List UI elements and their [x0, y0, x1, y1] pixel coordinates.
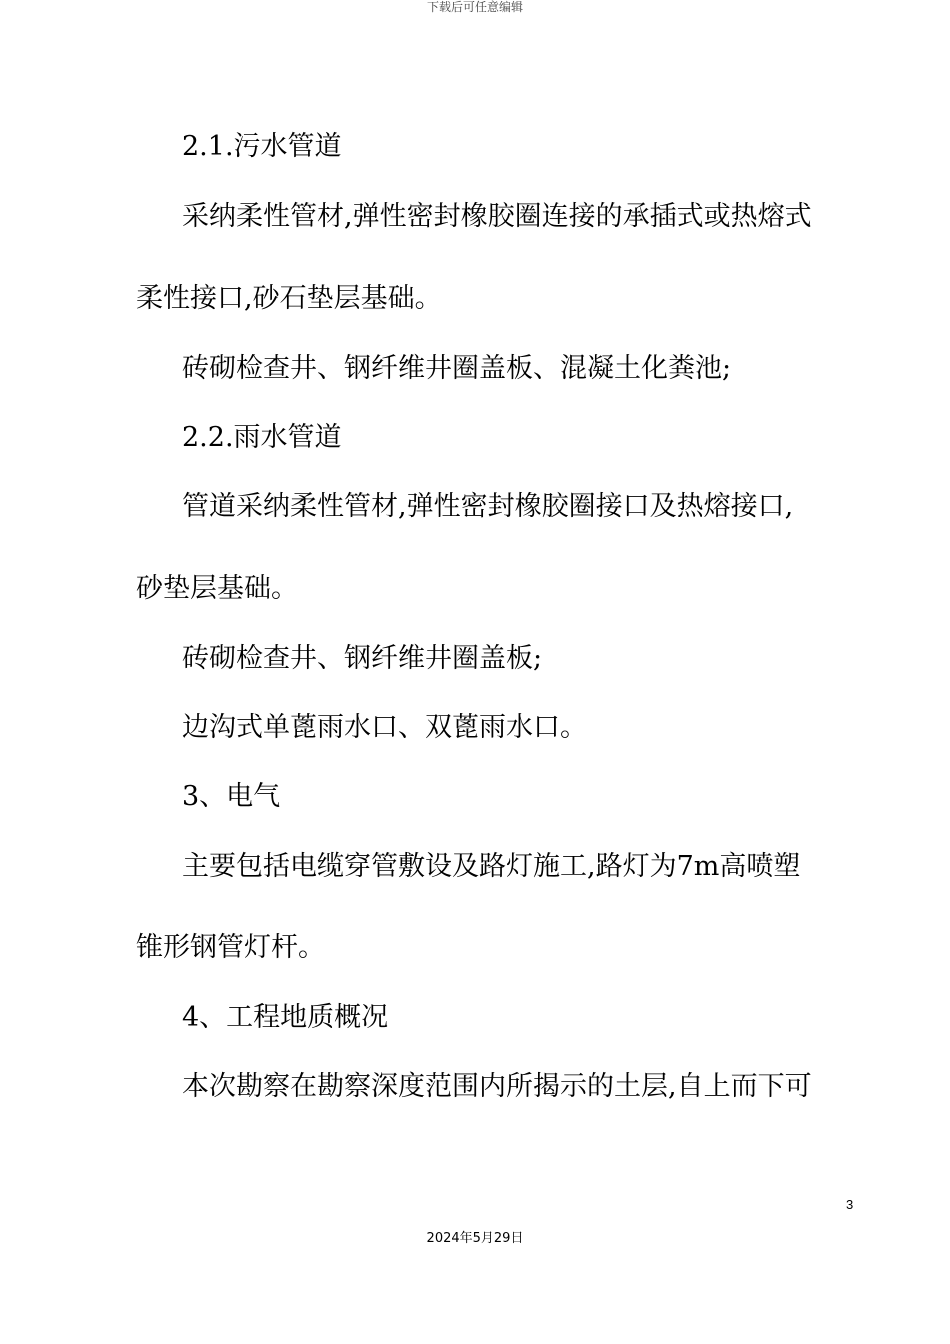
- section-heading-geology: 4、工程地质概况: [182, 1002, 389, 1033]
- paragraph-line: 主要包括电缆穿管敷设及路灯施工,路灯为7m高喷塑: [182, 851, 801, 882]
- page-header-note: 下载后可任意编辑: [426, 0, 523, 14]
- paragraph-line: 本次勘察在勘察深度范围内所揭示的土层,自上而下可: [182, 1071, 812, 1102]
- section-heading-rain-pipe: 2.2.雨水管道: [182, 422, 342, 453]
- page-number: 3: [846, 1197, 854, 1212]
- paragraph-line: 采纳柔性管材,弹性密封橡胶圈连接的承插式或热熔式: [182, 201, 812, 232]
- paragraph-line: 砖砌检查井、钢纤维井圈盖板、混凝土化粪池;: [182, 353, 732, 384]
- paragraph-line: 砖砌检查井、钢纤维井圈盖板;: [182, 643, 543, 674]
- paragraph-line: 边沟式单蓖雨水口、双蓖雨水口。: [182, 712, 587, 743]
- paragraph-line: 柔性接口,砂石垫层基础。: [136, 283, 442, 314]
- paragraph-line: 锥形钢管灯杆。: [136, 932, 325, 963]
- paragraph-line: 砂垫层基础。: [136, 573, 298, 604]
- paragraph-line: 管道采纳柔性管材,弹性密封橡胶圈接口及热熔接口,: [182, 491, 794, 522]
- page-date: 2024年5月29日: [426, 1231, 524, 1246]
- section-heading-sewage-pipe: 2.1.污水管道: [182, 131, 342, 162]
- section-heading-electrical: 3、电气: [182, 781, 281, 812]
